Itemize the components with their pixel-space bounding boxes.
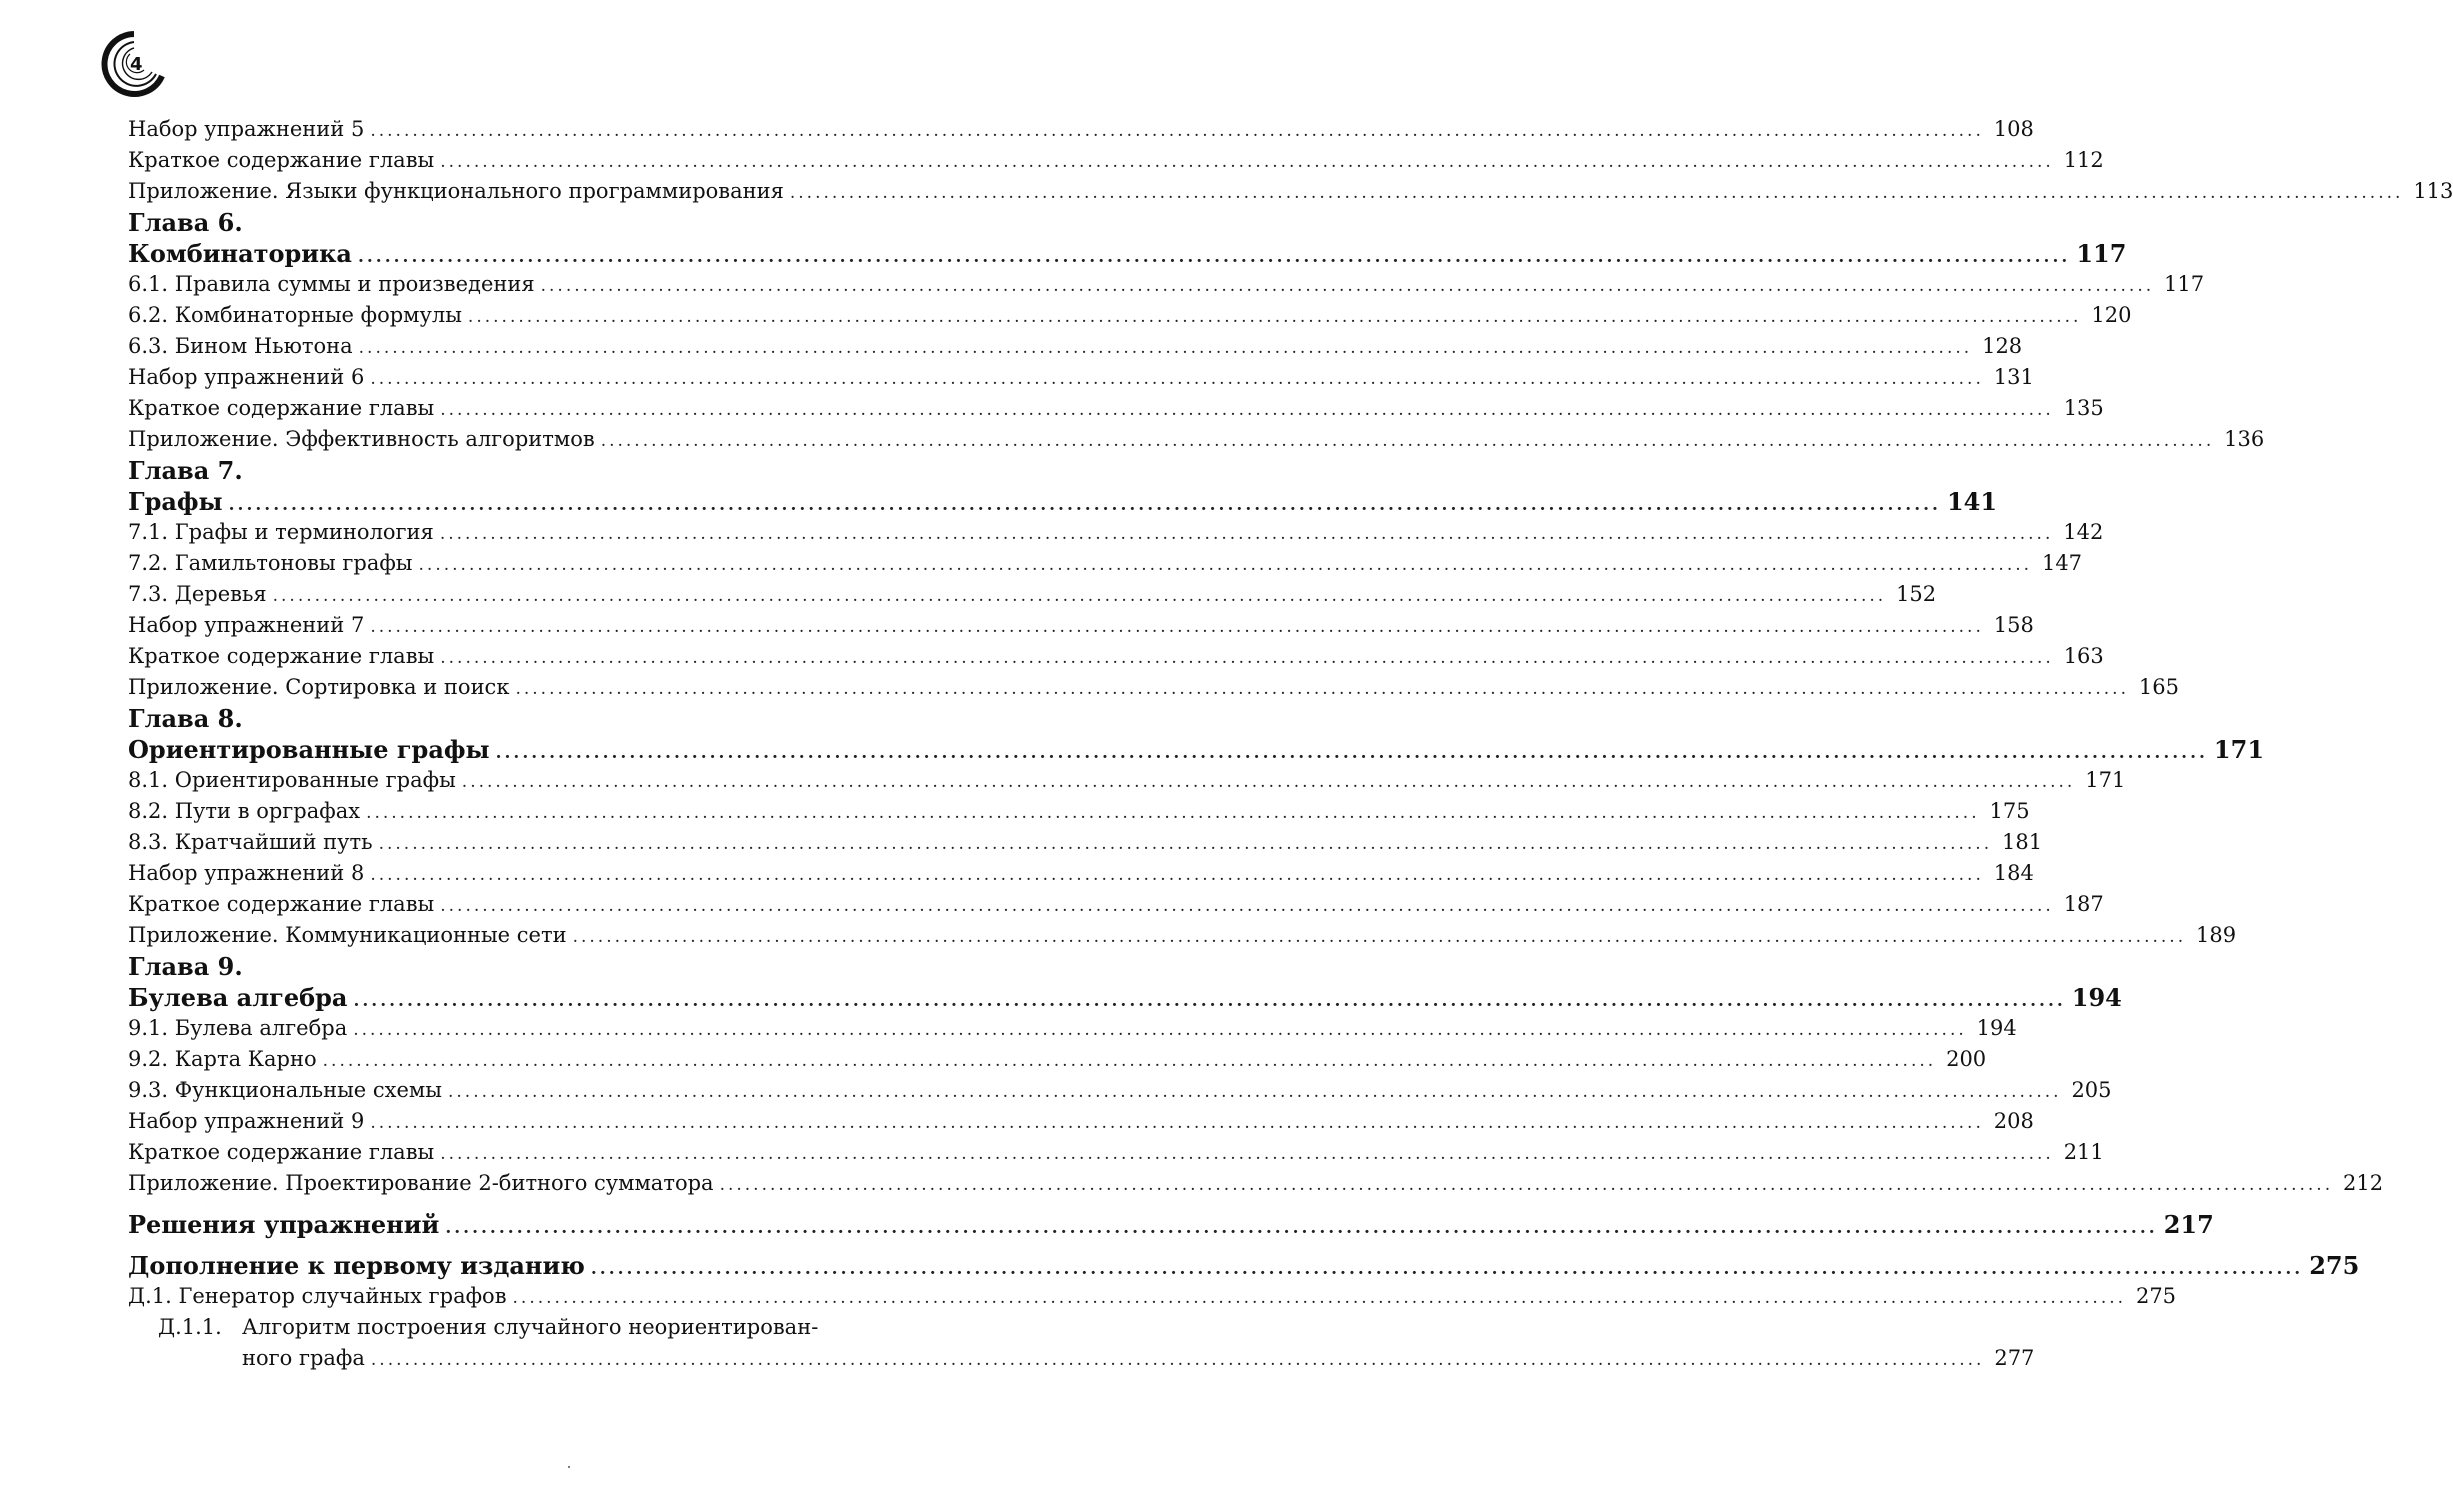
leader-dots: [273, 581, 1887, 612]
toc-row[interactable]: [128, 548, 2083, 579]
toc-page: 108: [1993, 117, 2034, 141]
toc-row[interactable]: [128, 765, 2126, 796]
toc-title: 6.2. Комбинаторные формулы: [128, 303, 462, 327]
toc-row[interactable]: [128, 672, 2179, 703]
toc-title: Набор упражнений 8: [128, 861, 365, 885]
leader-dots: [370, 364, 1984, 395]
chapter-title: Ориентированные графы: [128, 735, 490, 764]
toc-page: 205: [2071, 1078, 2112, 1102]
chapter-title-row[interactable]: [128, 486, 1998, 517]
leader-dots: [371, 1345, 1985, 1376]
leader-dots: [573, 922, 2187, 953]
chapter-title: Дополнение к первому изданию: [128, 1251, 585, 1280]
toc-page: 141: [1946, 487, 1998, 516]
toc-title: Приложение. Проектирование 2-битного сумматора: [128, 1171, 714, 1195]
chapter-title-row[interactable]: [128, 238, 2127, 269]
toc-section-number: Д.1.1.: [158, 1315, 222, 1339]
leader-dots: [370, 612, 1984, 643]
print-speck: [568, 1466, 570, 1468]
toc-page: 120: [2091, 303, 2132, 327]
toc-row[interactable]: [128, 1168, 2384, 1199]
leader-dots: [591, 1254, 2303, 1285]
toc-page: 187: [2063, 892, 2104, 916]
toc-title: Краткое содержание главы: [128, 148, 435, 172]
leader-dots: [379, 829, 1993, 860]
toc-row[interactable]: [128, 1013, 2017, 1044]
toc-page: 142: [2063, 520, 2104, 544]
toc-title-line1: Алгоритм построения случайного неориентирован-: [242, 1315, 819, 1339]
toc-row[interactable]: [128, 579, 1937, 610]
chapter-number: Глава 6.: [128, 208, 243, 237]
toc-title: Набор упражнений 6: [128, 365, 365, 389]
toc-page: 135: [2063, 396, 2104, 420]
toc-title-line2: ного графа: [242, 1346, 365, 1370]
leader-dots: [370, 1108, 1984, 1139]
leader-dots: [229, 490, 1941, 521]
toc-title: Приложение. Коммуникационные сети: [128, 923, 567, 947]
leader-dots: [370, 860, 1984, 891]
chapter-label: [128, 951, 914, 982]
leader-dots: [370, 116, 1984, 147]
toc-row[interactable]: [128, 889, 2104, 920]
leader-dots: [440, 891, 2054, 922]
chapter-title: Графы: [128, 487, 223, 516]
toc-page: 212: [2343, 1171, 2384, 1195]
chapter-title-row[interactable]: [128, 982, 2122, 1013]
toc-page: 147: [2041, 551, 2083, 575]
toc-title: Д.1. Генератор случайных графов: [128, 1284, 507, 1308]
toc-title: 8.2. Пути в орграфах: [128, 799, 361, 823]
toc-row[interactable]: [128, 331, 2023, 362]
leader-dots: [601, 426, 2215, 457]
toc-title: Краткое содержание главы: [128, 1140, 435, 1164]
toc-page: 117: [2164, 272, 2205, 296]
toc-title: 6.1. Правила суммы и произведения: [128, 272, 535, 296]
chapter-number: Глава 9.: [128, 952, 243, 981]
toc-row[interactable]: [128, 424, 2265, 455]
chapter-title: Решения упражнений: [128, 1210, 440, 1239]
toc-title: Приложение. Языки функционального программирования: [128, 179, 784, 203]
toc-multiline-body: [242, 1312, 2034, 1374]
toc-title: 9.1. Булева алгебра: [128, 1016, 348, 1040]
toc-title: Набор упражнений 7: [128, 613, 365, 637]
leader-dots: [462, 767, 2076, 798]
page-number: 4: [130, 54, 143, 75]
toc-title: Набор упражнений 5: [128, 117, 365, 141]
toc-title: Краткое содержание главы: [128, 644, 435, 668]
leader-dots: [359, 333, 1973, 364]
toc-page: 275: [2309, 1251, 2360, 1280]
leader-dots: [353, 1015, 1967, 1046]
toc-page: 112: [2063, 148, 2104, 172]
toc-row[interactable]: [128, 1137, 2104, 1168]
toc-row[interactable]: [128, 300, 2132, 331]
toc-page: 158: [1993, 613, 2034, 637]
toc-page: 136: [2224, 427, 2265, 451]
toc-page: 175: [1989, 799, 2030, 823]
toc-page: 131: [1993, 365, 2034, 389]
toc-page: 171: [2213, 735, 2265, 764]
solutions-row[interactable]: [128, 1209, 2214, 1240]
leader-dots: [513, 1283, 2127, 1314]
toc-title: Набор упражнений 9: [128, 1109, 365, 1133]
toc-page: 171: [2085, 768, 2126, 792]
addendum-row[interactable]: [128, 1250, 2360, 1281]
leader-dots: [323, 1046, 1937, 1077]
leader-dots: [353, 986, 2065, 1017]
toc-row[interactable]: [128, 827, 2043, 858]
toc-row-multiline[interactable]: [128, 1312, 2035, 1374]
leader-dots: [496, 738, 2208, 769]
leader-dots: [419, 550, 2033, 581]
toc-page: 152: [1896, 582, 1937, 606]
leader-dots: [358, 242, 2070, 273]
leader-dots: [790, 178, 2404, 209]
toc-page: 189: [2196, 923, 2237, 947]
toc-row[interactable]: [128, 610, 2034, 641]
toc-page: 208: [1993, 1109, 2034, 1133]
chapter-title-row[interactable]: [128, 734, 2265, 765]
toc-row[interactable]: [128, 393, 2104, 424]
toc-row[interactable]: [128, 362, 2034, 393]
chapter-title: Булева алгебра: [128, 983, 348, 1012]
toc-title: Приложение. Сортировка и поиск: [128, 675, 510, 699]
toc-row[interactable]: [128, 517, 2104, 548]
toc-page: 117: [2076, 239, 2127, 268]
toc-page: 275: [2135, 1284, 2177, 1308]
table-of-contents: [128, 114, 2453, 1374]
toc-title: 6.3. Бином Ньютона: [128, 334, 353, 358]
toc-page: 217: [2163, 1210, 2214, 1239]
toc-row[interactable]: [128, 114, 2034, 145]
toc-page: 200: [1946, 1047, 1987, 1071]
leader-dots: [440, 395, 2054, 426]
leader-dots: [515, 674, 2129, 705]
toc-page: 277: [1994, 1346, 2035, 1370]
toc-title: 7.2. Гамильтоновы графы: [128, 551, 413, 575]
toc-page: 163: [2063, 644, 2104, 668]
toc-row[interactable]: [128, 269, 2205, 300]
toc-title: 7.3. Деревья: [128, 582, 267, 606]
toc-page: 181: [2002, 830, 2043, 854]
toc-page: 165: [2138, 675, 2179, 699]
chapter-label: [128, 455, 914, 486]
toc-page: 184: [1993, 861, 2034, 885]
toc-row[interactable]: [128, 796, 2030, 827]
toc-row[interactable]: [128, 176, 2453, 207]
leader-dots: [440, 519, 2054, 550]
toc-page: 113: [2413, 179, 2453, 203]
toc-page: 194: [2071, 983, 2122, 1012]
leader-dots: [440, 1139, 2054, 1170]
leader-dots: [366, 798, 1980, 829]
toc-title: 9.2. Карта Карно: [128, 1047, 317, 1071]
toc-title: 7.1. Графы и терминология: [128, 520, 434, 544]
leader-dots: [445, 1213, 2157, 1244]
toc-row[interactable]: [128, 858, 2034, 889]
chapter-title: Комбинаторика: [128, 239, 352, 268]
chapter-number: Глава 7.: [128, 456, 243, 485]
toc-row[interactable]: [128, 1106, 2034, 1137]
chapter-number: Глава 8.: [128, 704, 243, 733]
toc-page: 194: [1976, 1016, 2017, 1040]
leader-dots: [440, 643, 2054, 674]
leader-dots: [448, 1077, 2062, 1108]
crescent-logo-icon: [100, 30, 168, 98]
toc-row[interactable]: [128, 1044, 1987, 1075]
toc-title: Приложение. Эффективность алгоритмов: [128, 427, 595, 451]
leader-dots: [720, 1170, 2334, 1201]
toc-title-line2-row: [242, 1343, 2034, 1374]
toc-title: 8.1. Ориентированные графы: [128, 768, 456, 792]
toc-row[interactable]: [128, 920, 2237, 951]
toc-row[interactable]: [128, 641, 2104, 672]
toc-title: 9.3. Функциональные схемы: [128, 1078, 442, 1102]
toc-title: Краткое содержание главы: [128, 892, 435, 916]
toc-page: 211: [2063, 1140, 2104, 1164]
leader-dots: [440, 147, 2054, 178]
toc-page: 128: [1982, 334, 2023, 358]
chapter-label: [128, 703, 914, 734]
toc-row[interactable]: [128, 145, 2104, 176]
page-number-logo: [100, 30, 168, 98]
leader-dots: [468, 302, 2082, 333]
toc-title: Краткое содержание главы: [128, 396, 435, 420]
chapter-label: [128, 207, 914, 238]
leader-dots: [541, 271, 2155, 302]
toc-row[interactable]: [128, 1075, 2112, 1106]
toc-row[interactable]: [128, 1281, 2177, 1312]
toc-title: 8.3. Кратчайший путь: [128, 830, 373, 854]
